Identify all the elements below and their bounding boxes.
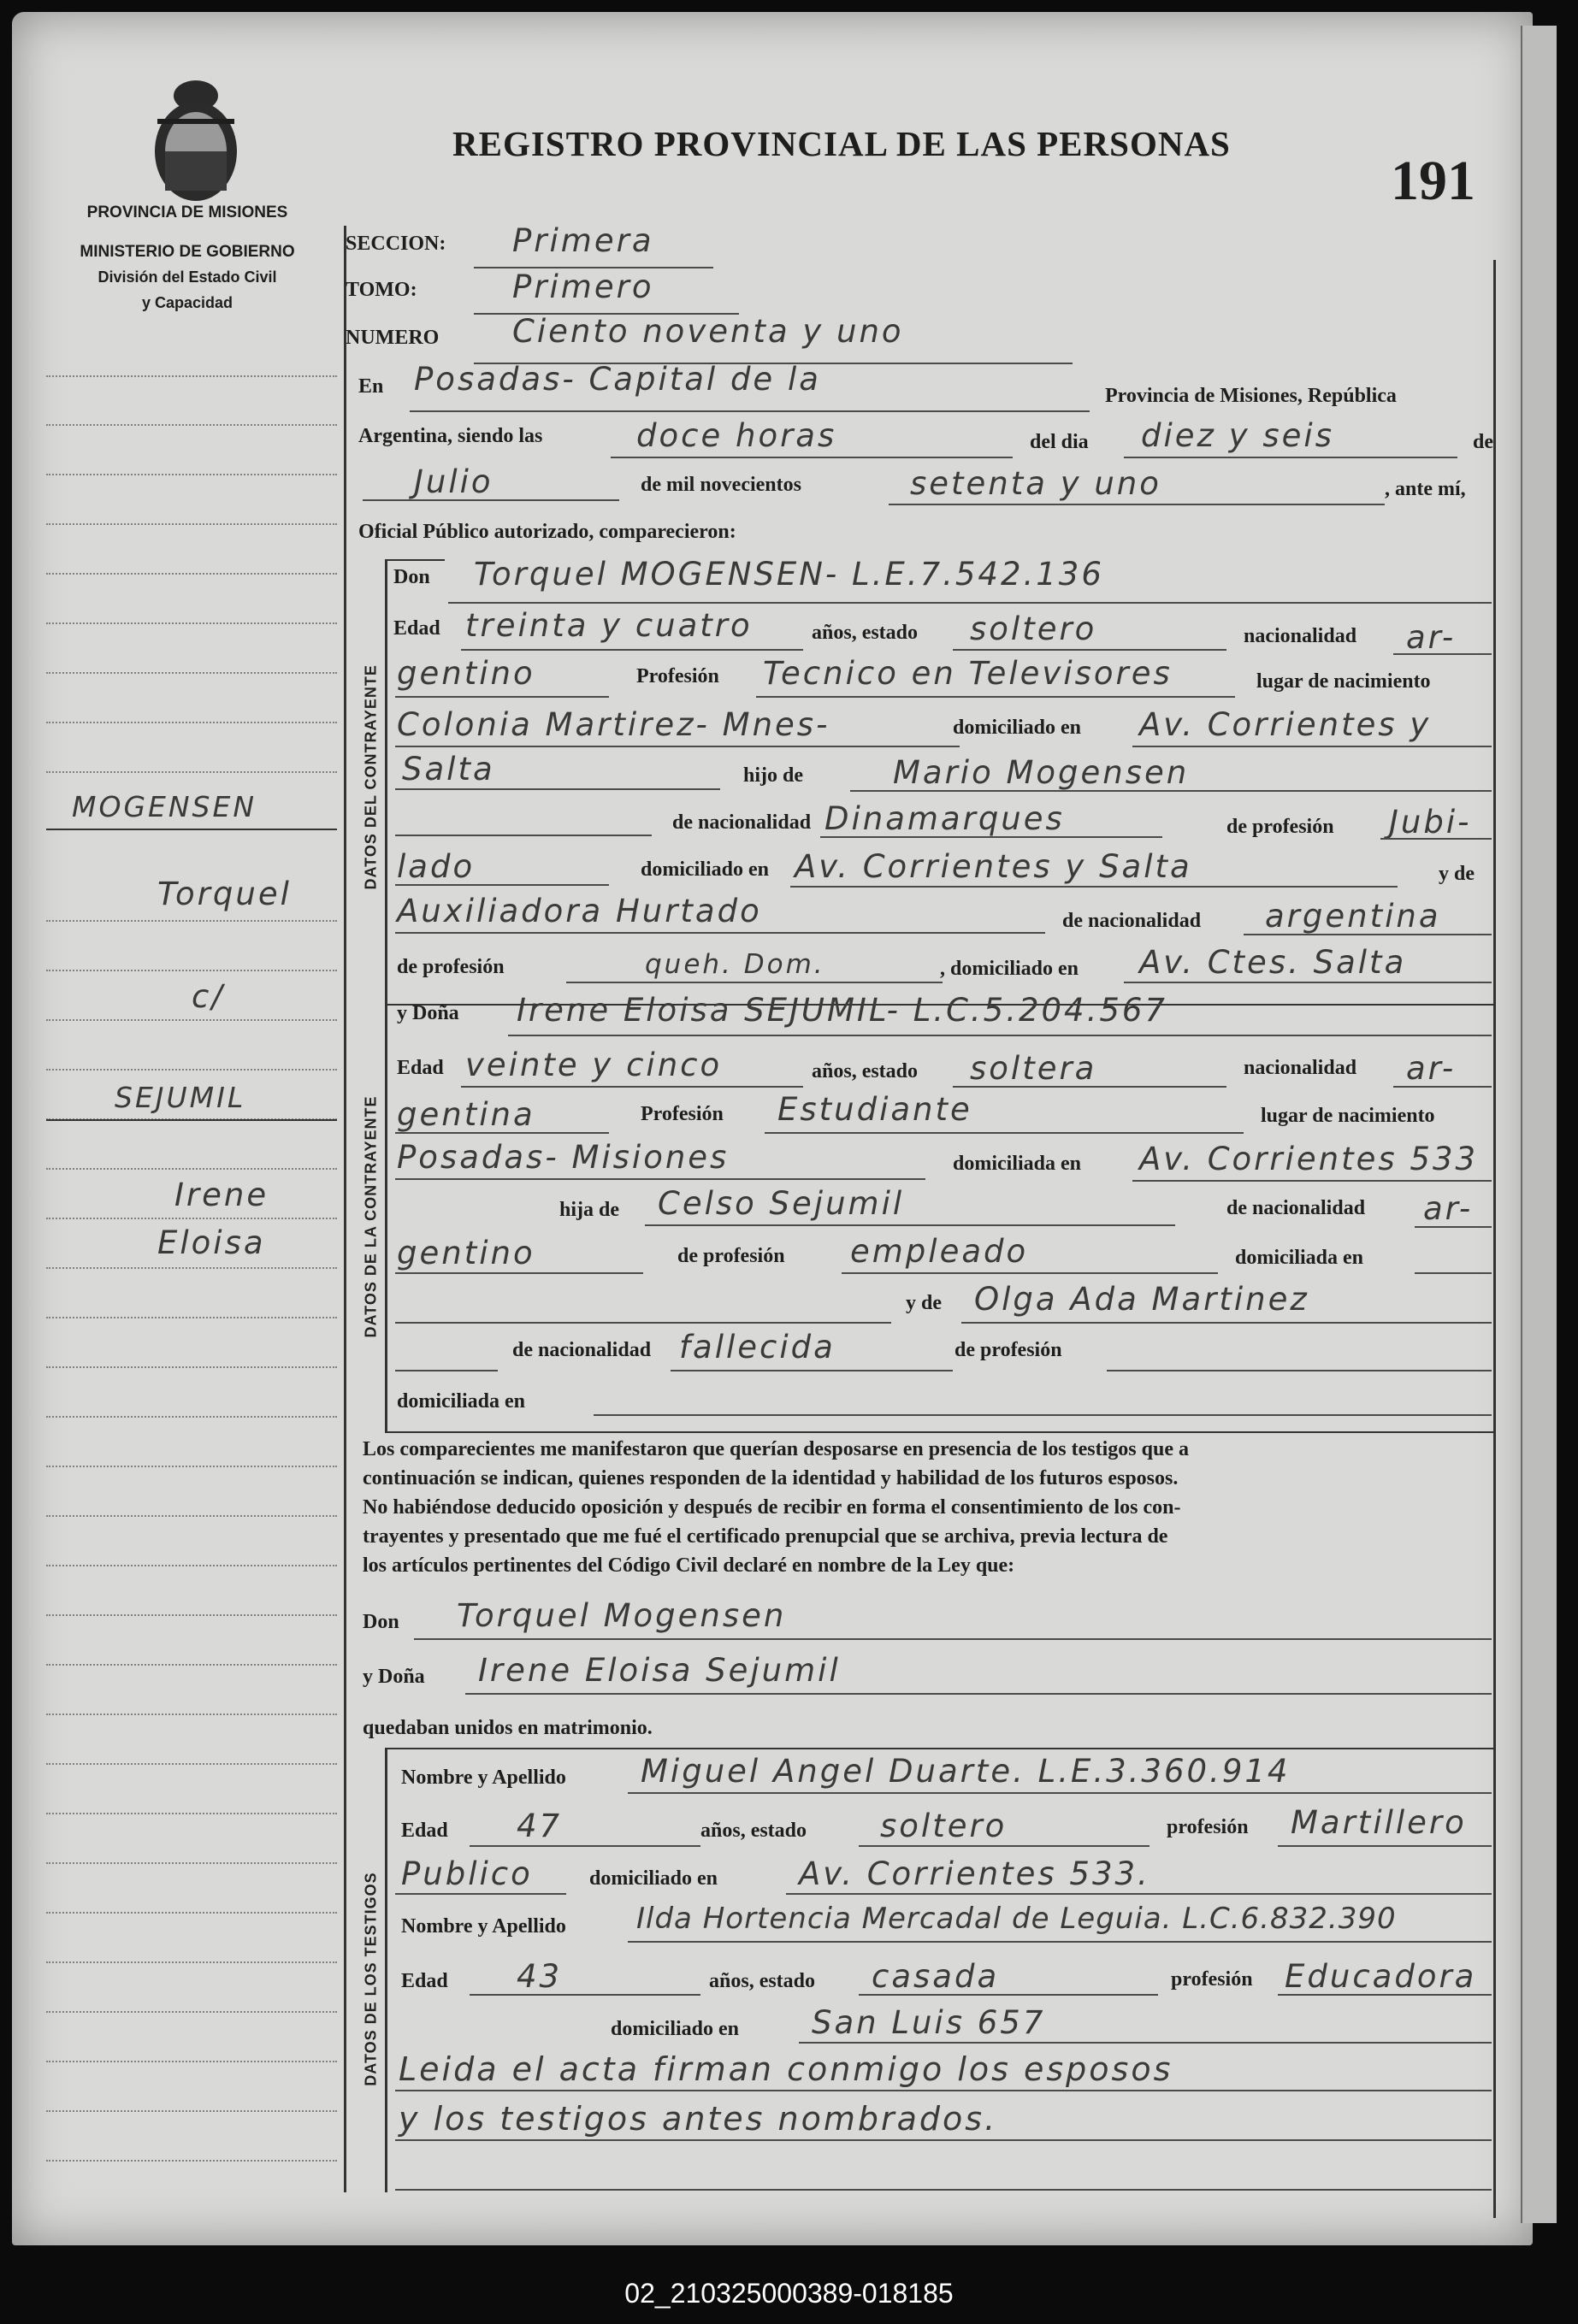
- witness1-address: Av. Corrientes 533.: [799, 1855, 1150, 1892]
- bride-name: Irene Eloisa SEJUMIL- L.C.5.204.567: [517, 992, 1167, 1029]
- label-nacionalidad-novia: nacionalidad: [1244, 1057, 1357, 1079]
- bride-mother-nationality: fallecida: [679, 1329, 836, 1365]
- wife-name: Irene Eloisa Sejumil: [478, 1652, 841, 1689]
- label-edad-testigo-2: Edad: [401, 1970, 448, 1992]
- declaration-line-1: Los comparecientes me manifestaron que querían desposarse en presencia de los testigos que a: [363, 1438, 1189, 1460]
- label-lugar-nacimiento-novia: lugar de nacimiento: [1261, 1105, 1435, 1127]
- label-anos-estado: años, estado: [812, 622, 919, 644]
- bride-profession: Estudiante: [777, 1091, 972, 1128]
- label-madre-nacionalidad-novia: de nacionalidad: [512, 1339, 652, 1361]
- label-de-mes: de: [1473, 431, 1493, 453]
- bride-age: veinte y cinco: [465, 1047, 723, 1083]
- label-padre-domicilio-novia: domiciliada en: [1235, 1247, 1364, 1269]
- page-number: 191: [1391, 150, 1475, 212]
- label-madre-domicilio-novia: domiciliada en: [397, 1390, 526, 1413]
- org-province: PROVINCIA DE MISIONES: [86, 203, 288, 221]
- tomo-value: Primero: [512, 268, 654, 305]
- label-datos-testigos: DATOS DE LOS TESTIGOS: [362, 1872, 380, 2086]
- coat-of-arms-seal: [140, 70, 251, 207]
- label-profesion-novia: Profesión: [641, 1103, 724, 1125]
- org-ministry: MINISTERIO DE GOBIERNO: [80, 243, 295, 261]
- margin-bride-name-1: Irene: [174, 1177, 269, 1213]
- groom-age: treinta y cuatro: [465, 607, 753, 644]
- groom-address-1: Av. Corrientes y: [1139, 706, 1432, 743]
- margin-groom-surname: MOGENSEN: [72, 790, 257, 823]
- groom-profession: Tecnico en Televisores: [763, 655, 1173, 692]
- label-don-final: Don: [363, 1611, 399, 1633]
- label-quedaban-unidos: quedaban unidos en matrimonio.: [363, 1717, 653, 1739]
- bride-address: Av. Corrientes 533: [1139, 1141, 1479, 1177]
- witness2-age: 43: [517, 1958, 563, 1995]
- label-madre-nacionalidad: de nacionalidad: [1062, 910, 1202, 932]
- bride-father-nationality-1: ar-: [1423, 1190, 1474, 1227]
- label-dona-final: y Doña: [363, 1666, 425, 1688]
- label-estado-testigo-2: años, estado: [709, 1970, 816, 1992]
- seccion-value: Primera: [512, 222, 654, 259]
- declaration-line-5: los artículos pertinentes del Código Civil declaré en nombre de la Ley que:: [363, 1554, 1015, 1577]
- image-code-caption: 02_210325000389-018185: [624, 2278, 954, 2309]
- label-datos-la-contrayente: DATOS DE LA CONTRAYENTE: [362, 1095, 380, 1338]
- groom-father-address: Av. Corrientes y Salta: [795, 848, 1192, 885]
- label-nacionalidad: nacionalidad: [1244, 625, 1357, 647]
- closing-line-1: Leida el acta firman conmigo los esposos: [399, 2050, 1173, 2088]
- groom-father-profession-2: lado: [397, 848, 476, 885]
- label-de-mil: de mil novecientos: [641, 474, 801, 496]
- label-madre-domiciliado: , domiciliado en: [940, 958, 1079, 980]
- margin-bride-name-2: Eloisa: [157, 1224, 266, 1261]
- label-estado-testigo-1: años, estado: [700, 1820, 807, 1842]
- label-oficial: Oficial Público autorizado, comparecieron:: [358, 521, 736, 543]
- groom-mother-nationality: argentina: [1265, 898, 1441, 935]
- declaration-line-3: No habiéndose deducido oposición y después de recibir en forma el consentimiento de los con-: [363, 1496, 1181, 1519]
- groom-name: Torquel MOGENSEN- L.E.7.542.136: [474, 556, 1104, 593]
- label-anos-estado-novia: años, estado: [812, 1060, 919, 1082]
- label-y-de-novia: y de: [906, 1292, 942, 1314]
- husband-name: Torquel Mogensen: [457, 1597, 787, 1634]
- label-edad-novia: Edad: [397, 1057, 444, 1079]
- mes-value: Julio: [414, 463, 493, 500]
- label-madre-profesion: de profesión: [397, 956, 505, 978]
- margin-connector: c/: [192, 978, 225, 1015]
- label-madre-profesion-novia: de profesión: [954, 1339, 1062, 1361]
- closing-line-2: y los testigos antes nombrados.: [399, 2100, 998, 2138]
- bride-nationality-2: gentina: [397, 1096, 535, 1133]
- dia-value: diez y seis: [1141, 417, 1334, 454]
- label-domiciliado: domiciliado en: [953, 717, 1082, 739]
- groom-nationality-1: ar-: [1406, 619, 1457, 656]
- bride-nationality-1: ar-: [1406, 1050, 1457, 1087]
- bride-father: Celso Sejumil: [658, 1185, 905, 1222]
- bride-father-profession: empleado: [850, 1233, 1029, 1270]
- label-domiciliada: domiciliada en: [953, 1153, 1082, 1175]
- declaration-line-2: continuación se indican, quienes responden de la identidad y habilidad de los futuros esposos.: [363, 1467, 1179, 1489]
- label-argentina-siendo: Argentina, siendo las: [358, 425, 543, 447]
- page-edge: [1521, 26, 1557, 2223]
- register-title: REGISTRO PROVINCIAL DE LAS PERSONAS: [452, 124, 1231, 163]
- label-de-profesion: de profesión: [1226, 816, 1334, 838]
- groom-mother-address: Av. Ctes. Salta: [1139, 944, 1407, 981]
- witness2-address: San Luis 657: [812, 2004, 1046, 2041]
- label-domiciliado-padre: domiciliado en: [641, 858, 770, 881]
- lugar-value: Posadas- Capital de la: [414, 361, 821, 398]
- label-del-dia: del dia: [1030, 431, 1089, 453]
- witness2-profession: Educadora: [1285, 1958, 1477, 1995]
- label-padre-profesion-novia: de profesión: [677, 1245, 785, 1267]
- label-nombre-testigo-1: Nombre y Apellido: [401, 1767, 566, 1789]
- label-seccion: SECCION:: [346, 233, 446, 255]
- label-edad: Edad: [393, 617, 440, 640]
- groom-father-profession-1: Jubi-: [1389, 804, 1472, 841]
- groom-father-nationality: Dinamarques: [824, 800, 1065, 837]
- label-don: Don: [393, 566, 430, 588]
- label-edad-testigo-1: Edad: [401, 1820, 448, 1842]
- label-profesion-testigo-1: profesión: [1167, 1816, 1249, 1838]
- margin-bride-surname: SEJUMIL: [115, 1081, 246, 1114]
- label-de-nacionalidad: de nacionalidad: [672, 811, 812, 834]
- declaration-line-4: trayentes y presentado que me fué el certificado prenupcial que se archiva, previa lectura de: [363, 1525, 1168, 1548]
- witness1-name: Miguel Angel Duarte. L.E.3.360.914: [641, 1753, 1291, 1790]
- witness1-civil-status: soltero: [880, 1808, 1008, 1844]
- witness1-profession-2: Publico: [401, 1855, 533, 1892]
- anio-value: setenta y uno: [910, 465, 1161, 502]
- witness1-age: 47: [517, 1808, 563, 1844]
- label-numero: NUMERO: [346, 327, 440, 349]
- label-en: En: [358, 375, 384, 398]
- groom-mother: Auxiliadora Hurtado: [397, 893, 762, 929]
- label-datos-contrayente: DATOS DEL CONTRAYENTE: [362, 664, 380, 890]
- witness1-profession-1: Martillero: [1291, 1804, 1467, 1841]
- label-profesion: Profesión: [636, 665, 719, 687]
- label-ante-mi: , ante mí,: [1385, 478, 1466, 500]
- label-padre-nacionalidad-novia: de nacionalidad: [1226, 1197, 1366, 1219]
- org-division: División del Estado Civil: [98, 268, 277, 286]
- bride-birthplace: Posadas- Misiones: [397, 1139, 730, 1176]
- groom-address-2: Salta: [402, 751, 495, 787]
- bride-civil-status: soltera: [970, 1050, 1097, 1087]
- label-y-de: y de: [1439, 863, 1475, 885]
- label-profesion-testigo-2: profesión: [1171, 1968, 1253, 1991]
- witness2-name: Ilda Hortencia Mercadal de Leguia. L.C.6.832.390: [636, 1902, 1397, 1936]
- label-hijo-de: hijo de: [743, 764, 804, 787]
- groom-mother-profession: queh. Dom.: [645, 949, 825, 980]
- label-domicilio-testigo-2: domiciliado en: [611, 2018, 740, 2040]
- groom-birthplace: Colonia Martirez- Mnes-: [397, 706, 830, 743]
- label-tomo: TOMO:: [346, 279, 417, 301]
- numero-value: Ciento noventa y uno: [512, 313, 904, 350]
- margin-groom-name: Torquel: [157, 876, 292, 912]
- label-y-dona: y Doña: [397, 1002, 459, 1024]
- label-nombre-testigo-2: Nombre y Apellido: [401, 1915, 566, 1938]
- label-lugar-nacimiento: lugar de nacimiento: [1256, 670, 1431, 693]
- org-capacity: y Capacidad: [141, 294, 233, 311]
- groom-father: Mario Mogensen: [893, 754, 1190, 791]
- groom-civil-status: soltero: [970, 610, 1097, 647]
- bride-mother: Olga Ada Martinez: [974, 1281, 1309, 1318]
- bride-father-nationality-2: gentino: [397, 1235, 535, 1271]
- horas-value: doce horas: [636, 417, 837, 454]
- label-domicilio-testigo-1: domiciliado en: [589, 1867, 718, 1890]
- label-hija-de: hija de: [559, 1199, 620, 1221]
- witness2-civil-status: casada: [872, 1958, 1000, 1995]
- groom-nationality-2: gentino: [397, 655, 535, 692]
- label-provincia: Provincia de Misiones, República: [1105, 385, 1397, 407]
- register-page: [12, 12, 1533, 2245]
